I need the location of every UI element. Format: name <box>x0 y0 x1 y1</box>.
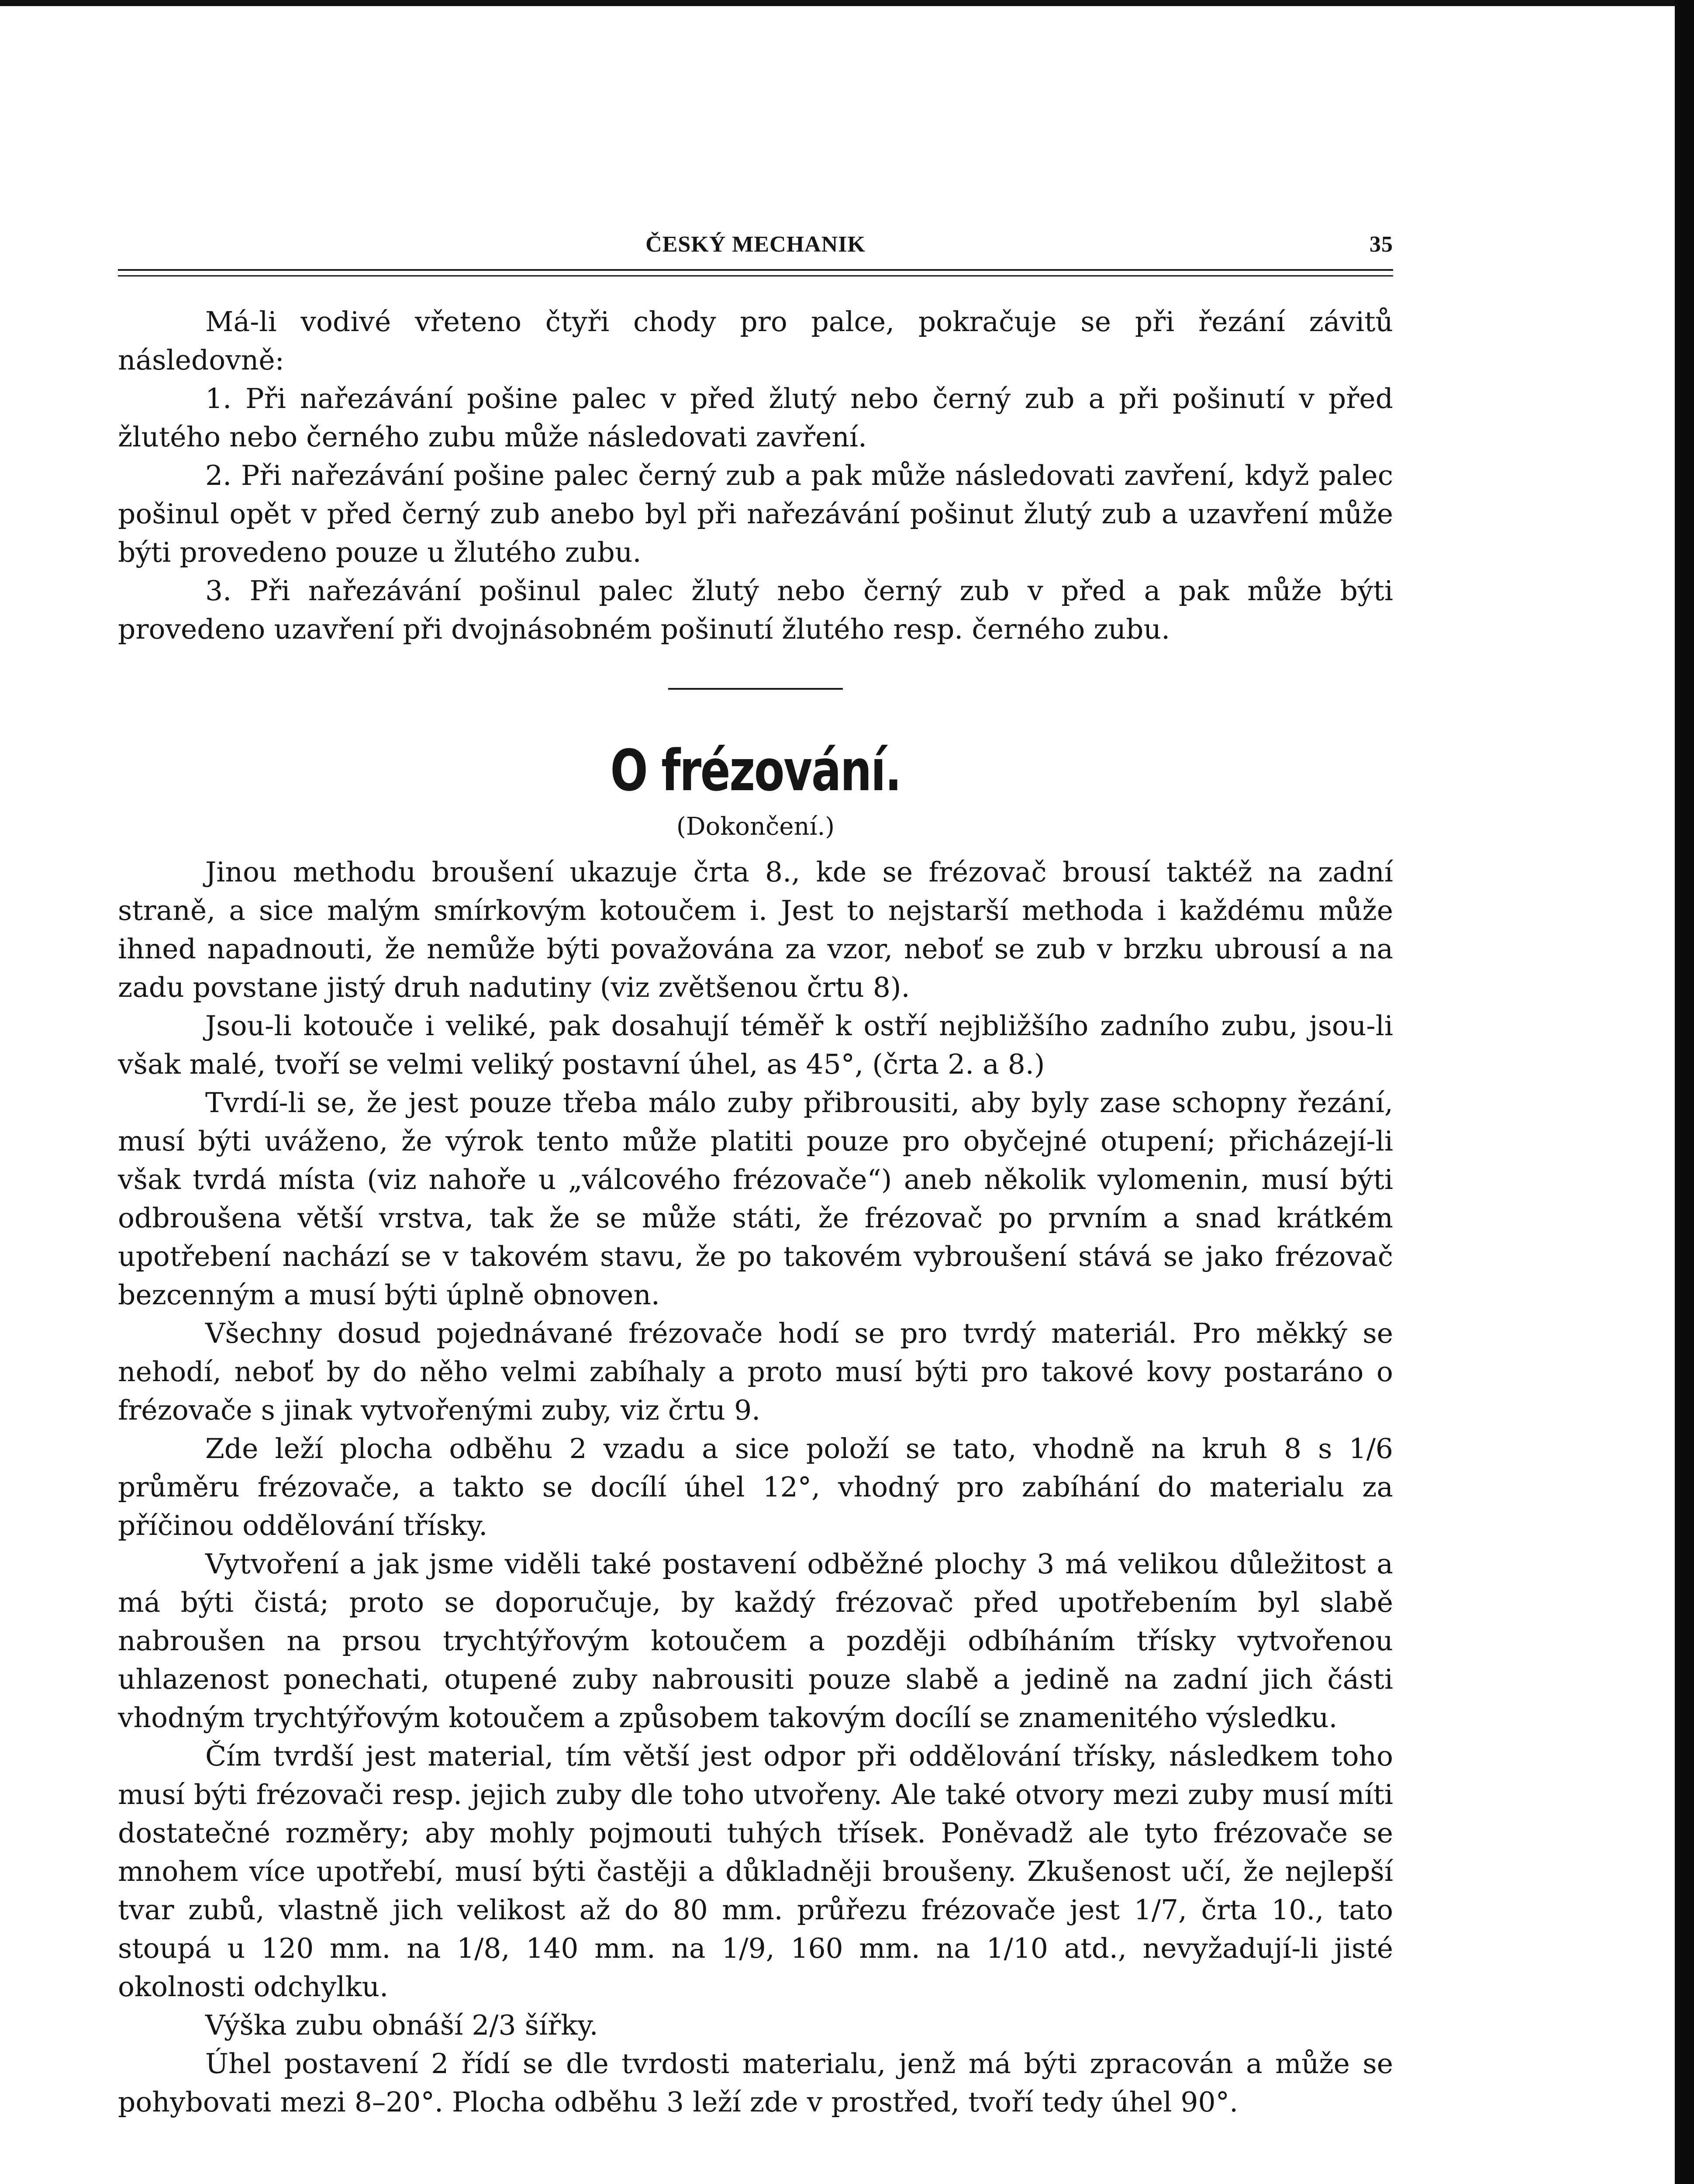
intro-paragraph: 3. Při nařezávání pošinul palec žlutý nebo černý zub v před a pak může býti provedeno uzavření při dvojnásobném pošinutí žlutého resp. černého zubu. <box>118 575 1393 645</box>
body-paragraph: Výška zubu obnáší 2/3 šířky. <box>205 2009 598 2041</box>
body-paragraph: Jsou-li kotouče i veliké, pak dosahují téměř k ostří nejbližšího zadního zubu, jsou-li však malé, tvoří se velmi veliký postavní úhel, as 45°, (črta 2. a 8.) <box>118 1010 1393 1080</box>
header-rule-second <box>118 275 1393 276</box>
scan-border-top <box>0 0 1694 6</box>
body-paragraph: Tvrdí-li se, že jest pouze třeba málo zuby přibrousiti, aby byly zase schopny řezání, musí býti uváženo, že výrok tento může platiti pouze pro obyčejné otupení; přicházejí-li však tvrdá místa (viz nahoře u „válcového frézovače“) aneb několik vylomenin, musí býti odbroušena větší vrstva, tak že se může státi, že frézovač po prvním a snad krátkém upotřebení nachází se v takovém stavu, že po takovém vybroušení stává se jako frézovač bezcenným a musí býti úplně obnoven. <box>118 1087 1393 1311</box>
body-paragraph: Zde leží plocha odběhu 2 vzadu a sice položí se tato, vhodně na kruh 8 s 1/6 průměru frézovače, a takto se docílí úhel 12°, vhodný pro zabíhání do materialu za příčinou oddělování třísky. <box>118 1433 1393 1541</box>
header-rule <box>118 269 1393 271</box>
article-body <box>118 853 1393 2122</box>
body-paragraph: Všechny dosud pojednávané frézovače hodí se pro tvrdý materiál. Pro měkký se nehodí, neboť by do něho velmi zabíhaly a proto musí býti pro takové kovy postaráno o frézovače s jinak vytvořenými zuby, viz črtu 9. <box>118 1317 1393 1426</box>
article-title: O frézování. <box>610 737 901 804</box>
body-paragraph: Vytvoření a jak jsme viděli také postavení odběžné plochy 3 má velikou důležitost a má býti čistá; proto se doporučuje, by každý frézovač před upotřebením byl slabě nabroušen na prsou trychtýřovým kotoučem a později odbíháním třísky vytvořenou uhlazenost ponechati, otupené zuby nabrousiti pouze slabě a jedině na zadní jich části vhodným trychtýřovým kotoučem a způsobem takovým docílí se znamenitého výsledku. <box>118 1548 1393 1734</box>
intro-section <box>118 303 1393 649</box>
journal-title: ČESKÝ MECHANIK <box>645 232 866 257</box>
body-paragraph: Úhel postavení 2 řídí se dle tvrdosti materialu, jenž má býti zpracován a může se pohybovati mezi 8–20°. Plocha odběhu 3 leží zde v prostřed, tvoří tedy úhel 90°. <box>118 2048 1393 2118</box>
body-paragraph: Čím tvrdší jest material, tím větší jest odpor při oddělování třísky, následkem toho musí býti frézovači resp. jejich zuby dle toho utvořeny. Ale také otvory mezi zuby musí míti dostatečné rozměry; aby mohly pojmouti tuhých třísek. Poněvadž ale tyto frézovače se mnohem více upotřebí, musí býti častěji a důkladněji broušeny. Zkušenost učí, že nejlepší tvar zubů, vlastně jich velikost až do 80 mm. průřezu frézovače jest 1/7, črta 10., tato stoupá u 120 mm. na 1/8, 140 mm. na 1/9, 160 mm. na 1/10 atd., nevyžadují-li jisté okolnosti odchylku. <box>118 1740 1393 2003</box>
section-divider <box>668 688 843 690</box>
intro-paragraph: 2. Při nařezávání pošine palec černý zub a pak může následovati zavření, když palec pošinul opět v před černý zub anebo byl při nařezávání pošinut žlutý zub a uzavření může býti provedeno pouze u žlutého zubu. <box>118 460 1393 568</box>
document-page <box>118 232 1393 2122</box>
running-header <box>118 232 1393 266</box>
article-subtitle: (Dokončení.) <box>676 812 835 841</box>
scan-border-right <box>1675 0 1694 2184</box>
intro-paragraph: 1. Při nařezávání pošine palec v před žlutý nebo černý zub a při pošinutí v před žlutého nebo černého zubu může následovati zavření. <box>118 383 1393 453</box>
intro-paragraph: Má-li vodivé vřeteno čtyři chody pro palce, pokračuje se při řezání závitů následovně: <box>118 306 1393 376</box>
page-number: 35 <box>1370 232 1393 257</box>
body-paragraph: Jinou methodu broušení ukazuje črta 8., kde se frézovač brousí taktéž na zadní straně, a sice malým smírkovým kotoučem i. Jest to nejstarší methoda i každému může ihned napadnouti, že nemůže býti považována za vzor, neboť se zub v brzku ubrousí a na zadu povstane jistý druh nadutiny (viz zvětšenou črtu 8). <box>118 856 1393 1003</box>
